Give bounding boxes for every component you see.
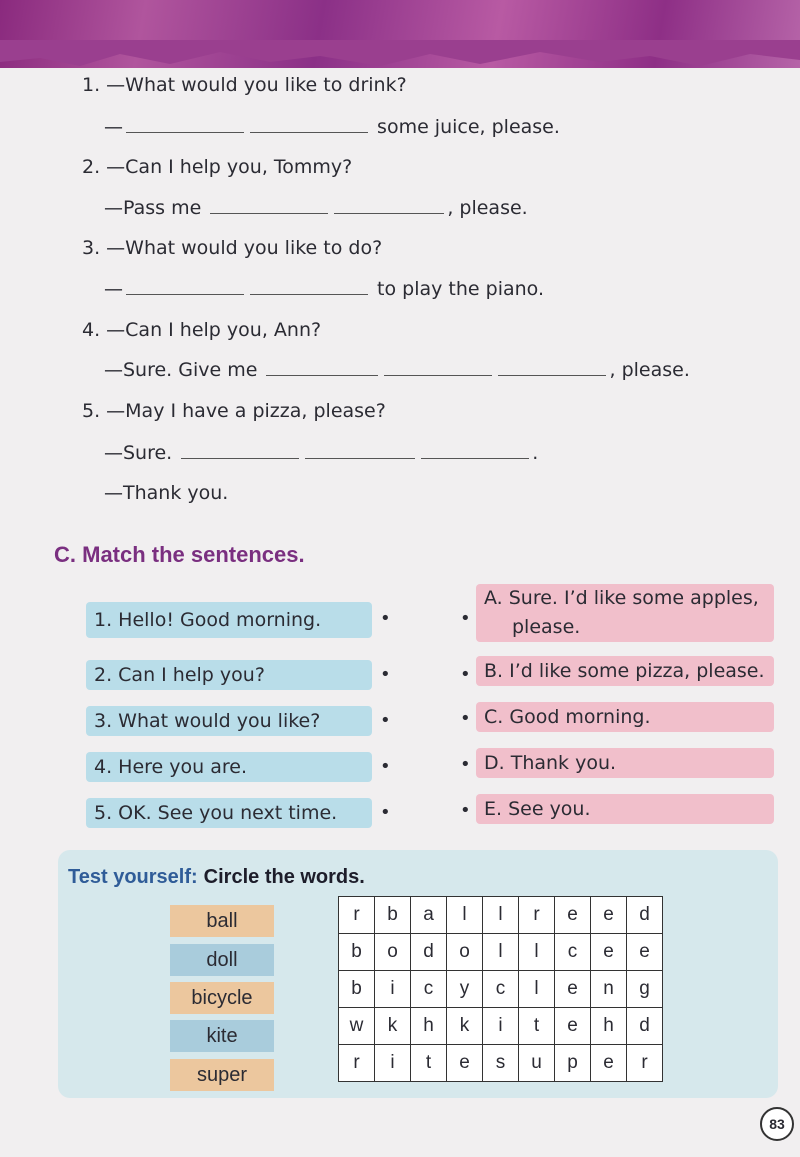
blank[interactable] (126, 278, 244, 295)
grid-cell[interactable]: o (375, 934, 411, 971)
grid-cell[interactable]: e (591, 1045, 627, 1082)
grid-cell[interactable]: k (447, 1008, 483, 1045)
blank[interactable] (334, 197, 444, 214)
blank[interactable] (498, 359, 606, 376)
word-box: bicycle (170, 982, 274, 1014)
grid-cell[interactable]: u (519, 1045, 555, 1082)
match-right-a-line1: A. Sure. I’d like some apples, (484, 587, 759, 609)
answer-3-prefix: — (104, 278, 123, 300)
question-1: 1. —What would you like to drink? (82, 74, 407, 96)
grid-cell[interactable]: b (339, 934, 375, 971)
answer-1 (104, 116, 560, 138)
match-right-a-line2: please. (512, 616, 581, 638)
answer-4-prefix: —Sure. Give me (104, 359, 264, 381)
match-left-2[interactable]: 2. Can I help you? (86, 660, 372, 690)
word-box: doll (170, 944, 274, 976)
answer-4-suffix: , please. (609, 359, 690, 381)
answer-3-suffix: to play the piano. (371, 278, 544, 300)
grid-row (339, 971, 663, 1008)
answer-1-prefix: — (104, 116, 123, 138)
answer-2 (104, 197, 528, 219)
grid-cell[interactable]: p (555, 1045, 591, 1082)
grid-cell[interactable]: r (339, 897, 375, 934)
grid-cell[interactable]: e (627, 934, 663, 971)
grid-cell[interactable]: d (627, 897, 663, 934)
blank[interactable] (250, 278, 368, 295)
answer-5 (104, 442, 538, 464)
answer-3 (104, 278, 544, 300)
grid-cell[interactable]: b (339, 971, 375, 1008)
grid-cell[interactable]: r (339, 1045, 375, 1082)
grid-row (339, 1008, 663, 1045)
test-instruction: Circle the words. (203, 866, 365, 888)
grid-cell[interactable]: h (411, 1008, 447, 1045)
match-dot[interactable]: • (460, 664, 471, 685)
grid-cell[interactable]: h (591, 1008, 627, 1045)
grid-cell[interactable]: l (519, 934, 555, 971)
grid-cell[interactable]: e (555, 1008, 591, 1045)
match-right-b[interactable]: B. I’d like some pizza, please. (476, 656, 774, 686)
match-dot[interactable]: • (460, 754, 471, 775)
answer-5-extra: —Thank you. (104, 482, 229, 504)
grid-cell[interactable]: o (447, 934, 483, 971)
blank[interactable] (305, 442, 415, 459)
grid-cell[interactable]: d (627, 1008, 663, 1045)
match-dot[interactable]: • (460, 708, 471, 729)
grid-cell[interactable]: s (483, 1045, 519, 1082)
grid-cell[interactable]: n (591, 971, 627, 1008)
grid-cell[interactable]: l (519, 971, 555, 1008)
grid-cell[interactable]: i (375, 1045, 411, 1082)
grid-cell[interactable]: c (555, 934, 591, 971)
grid-cell[interactable]: y (447, 971, 483, 1008)
grid-cell[interactable]: t (411, 1045, 447, 1082)
answer-4 (104, 359, 690, 381)
grid-cell[interactable]: e (591, 897, 627, 934)
blank[interactable] (250, 116, 368, 133)
word-box: super (170, 1059, 274, 1091)
grid-cell[interactable]: k (375, 1008, 411, 1045)
grid-cell[interactable]: l (447, 897, 483, 934)
grid-cell[interactable]: r (627, 1045, 663, 1082)
blank[interactable] (210, 197, 328, 214)
match-dot[interactable]: • (380, 608, 391, 629)
grid-cell[interactable]: c (483, 971, 519, 1008)
grid-cell[interactable]: e (591, 934, 627, 971)
match-right-d[interactable]: D. Thank you. (476, 748, 774, 778)
grid-cell[interactable]: c (411, 971, 447, 1008)
grid-cell[interactable]: e (447, 1045, 483, 1082)
blank[interactable] (181, 442, 299, 459)
blank[interactable] (266, 359, 378, 376)
grid-cell[interactable]: a (411, 897, 447, 934)
grid-cell[interactable]: e (555, 971, 591, 1008)
match-dot[interactable]: • (380, 710, 391, 731)
match-dot[interactable]: • (380, 664, 391, 685)
question-4: 4. —Can I help you, Ann? (82, 319, 322, 341)
grid-cell[interactable]: d (411, 934, 447, 971)
blank[interactable] (384, 359, 492, 376)
match-right-c[interactable]: C. Good morning. (476, 702, 774, 732)
test-label: Test yourself: (68, 866, 198, 888)
match-dot[interactable]: • (460, 608, 471, 629)
grid-row (339, 897, 663, 934)
page-number: 83 (760, 1107, 794, 1141)
grid-cell[interactable]: r (519, 897, 555, 934)
answer-5-prefix: —Sure. (104, 442, 179, 464)
word-box: kite (170, 1020, 274, 1052)
grid-cell[interactable]: t (519, 1008, 555, 1045)
grid-cell[interactable]: b (375, 897, 411, 934)
match-left-3[interactable]: 3. What would you like? (86, 706, 372, 736)
match-left-4[interactable]: 4. Here you are. (86, 752, 372, 782)
blank[interactable] (421, 442, 529, 459)
grid-cell[interactable]: w (339, 1008, 375, 1045)
grid-cell[interactable]: i (375, 971, 411, 1008)
grid-cell[interactable]: l (483, 934, 519, 971)
match-left-5[interactable]: 5. OK. See you next time. (86, 798, 372, 828)
word-search-grid (338, 896, 663, 1082)
answer-2-prefix: —Pass me (104, 197, 208, 219)
grid-cell[interactable]: l (483, 897, 519, 934)
match-left-1[interactable]: 1. Hello! Good morning. (86, 602, 372, 638)
answer-2-suffix: , please. (447, 197, 528, 219)
match-dot[interactable]: • (460, 800, 471, 821)
section-c-title: C. Match the sentences. (54, 542, 305, 567)
match-right-e[interactable]: E. See you. (476, 794, 774, 824)
answer-5-suffix: . (532, 442, 539, 464)
grid-row (339, 934, 663, 971)
grid-cell[interactable]: g (627, 971, 663, 1008)
blank[interactable] (126, 116, 244, 133)
grid-row (339, 1045, 663, 1082)
word-box: ball (170, 905, 274, 937)
answer-1-suffix: some juice, please. (371, 116, 560, 138)
match-dot[interactable]: • (380, 756, 391, 777)
test-title (68, 866, 365, 889)
question-2: 2. —Can I help you, Tommy? (82, 156, 353, 178)
question-5: 5. —May I have a pizza, please? (82, 400, 386, 422)
match-dot[interactable]: • (380, 802, 391, 823)
grid-cell[interactable]: e (555, 897, 591, 934)
grid-cell[interactable]: i (483, 1008, 519, 1045)
question-3: 3. —What would you like to do? (82, 237, 383, 259)
match-right-a[interactable] (476, 584, 774, 642)
